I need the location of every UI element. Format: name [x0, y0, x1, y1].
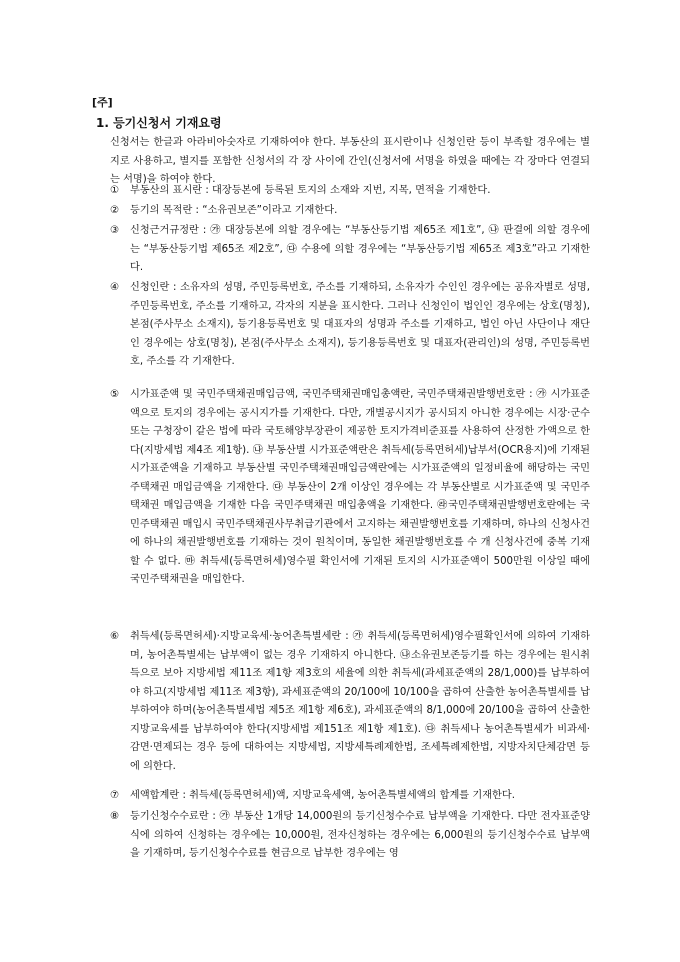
item-text: 신청근거규정란 : ㉮ 대장등본에 의할 경우에는 “부동산등기법 제65조 제1호”, ㉯ 판결에 의할 경우에는 “부동산등기법 제65조 제2호”, ㉰ 수용에 의할 경우에는 “부동산등기법 제65조 제3호”라고 기재한다. — [130, 225, 590, 273]
list-item — [110, 787, 590, 806]
item-text: 등기신청수수료란 : ㉮ 부동산 1개당 14,000원의 등기신청수수료 납부액을 기재한다. 다만 전자표준양식에 의하여 신청하는 경우에는 10,000원, 전자신청하는 경우에는 6,000원의 등기신청수수료 납부액을 기재하며, 등기신청수수료를 현금으로 납부한 경우에는 영 — [130, 811, 590, 859]
item-text: 등기의 목적란 : “소유권보존”이라고 기재한다. — [130, 205, 338, 216]
note-tag: [주] — [92, 96, 113, 109]
item-text: 세액합계란 : 취득세(등록면허세)액, 지방교육세액, 농어촌특별세액의 합계를 기재한다. — [130, 790, 515, 801]
list-item — [110, 808, 590, 864]
list-item — [110, 386, 590, 590]
item-number: ① — [110, 185, 120, 196]
item-text: 부동산의 표시란 : 대장등본에 등록된 토지의 소재와 지번, 지목, 면적을 기재한다. — [130, 185, 491, 196]
list-item — [110, 202, 590, 221]
item-number: ⑧ — [110, 811, 120, 822]
item-text: 시가표준액 및 국민주택채권매입금액, 국민주택채권매입총액란, 국민주택채권발행번호란 : ㉮ 시가표준액으로 토지의 경우에는 공시지가를 기재한다. 다만, 개별공시지가 공시되지 아니한 경우에는 시장·군수 또는 구청장이 같은 법에 따라 국토해양부장관이 제공한 토지가격비준표를 사용하여 산정한 가액으로 한다(지방세법 제4조 제1항). ㉯ 부동산별 시가표준액란은 취득세(등록면허세)납부서(OCR용지)에 기재된 시가표준액을 기재하고 부동산별 국민주택채권매입금액란에는 시가표준액의 일정비율에 해당하는 국민주택채권 매입금액을 기재한다. ㉰ 부동산이 2개 이상인 경우에는 각 부동산별로 시가표준액 및 국민주택채권 매입금액을 기재한 다음 국민주택채권 매입총액을 기재한다. ㉱국민주택채권발행번호란에는 국민주택채권 매입시 국민주택채권사무취급기관에서 고지하는 채권발행번호를 기재하며, 하나의 신청사건에 하나의 채권발행번호를 기재하는 것이 원칙이며, 동일한 채권발행번호를 수 개 신청사건에 중복 기재할 수 없다. ㉲ 취득세(등록면허세)영수필 확인서에 기재된 토지의 시가표준액이 500만원 이상일 때에 국민주택채권을 매입한다. — [130, 389, 590, 585]
list-item — [110, 222, 590, 278]
section-heading: 1. 등기신청서 기재요령 — [96, 116, 222, 130]
item-number: ⑦ — [110, 790, 120, 801]
item-number: ④ — [110, 282, 120, 293]
item-text: 신청인란 : 소유자의 성명, 주민등록번호, 주소를 기재하되, 소유자가 수인인 경우에는 공유자별로 성명, 주민등록번호, 주소를 기재하고, 각자의 지분을 표시한다. 그러나 신청인이 법인인 경우에는 상호(명칭), 본점(주사무소 소재지), 등기용등록번호 및 대표자의 성명과 주소를 기재하고, 법인 아닌 사단이나 재단인 경우에는 상호(명칭), 본점(주사무소 소재지), 등기용등록번호 및 대표자(관리인)의 성명, 주민등록번호, 주소를 각 기재한다. — [130, 282, 590, 367]
list-item — [110, 628, 590, 776]
item-number: ⑤ — [110, 389, 120, 400]
list-item — [110, 182, 590, 201]
list-item — [110, 279, 590, 372]
intro-paragraph: 신청서는 한글과 아라비아숫자로 기재하여야 한다. 부동산의 표시란이나 신청인란 등이 부족할 경우에는 별지로 사용하고, 별지를 포함한 신청서의 각 장 사이에 간인(신청서에 서명을 하였을 때에는 각 장마다 연결되는 서명)을 하여야 한다. — [110, 137, 590, 185]
item-number: ⑥ — [110, 631, 120, 642]
item-number: ③ — [110, 225, 120, 236]
item-text: 취득세(등록면허세)·지방교육세·농어촌특별세란 : ㉮ 취득세(등록면허세)영수필확인서에 의하여 기재하며, 농어촌특별세는 납부액이 없는 경우 기재하지 아니한다. ㉯소유권보존등기를 하는 경우에는 원시취득으로 보아 지방세법 제11조 제1항 제3호의 세율에 의한 취득세(과세표준액의 28/1,000)를 납부하여야 하고(지방세법 제11조 제3항), 과세표준액의 20/100에 10/100을 곱하여 산출한 농어촌특별세를 납부하여야 하며(농어촌특별세법 제5조 제1항 제6호), 과세표준액의 8/1,000에 20/100을 곱하여 산출한 지방교육세를 납부하여야 한다(지방세법 제151조 제1항 제1호). ㉰ 취득세나 농어촌특별세가 비과세·감면·면제되는 경우 등에 대하여는 지방세법, 지방세특례제한법, 조세특례제한법, 지방자치단체감면 등에 의한다. — [130, 631, 590, 772]
item-number: ② — [110, 205, 120, 216]
